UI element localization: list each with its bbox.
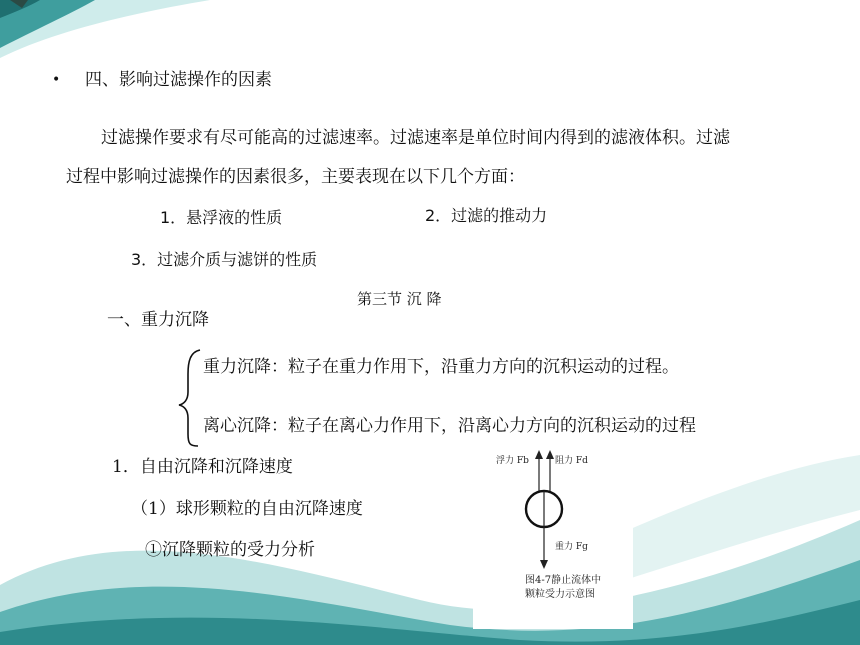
factor-2: 2．过滤的推动力 <box>425 206 548 225</box>
item-spherical-particle: （1）球形颗粒的自由沉降速度 <box>131 499 363 519</box>
item-force-analysis: ①沉降颗粒的受力分析 <box>145 540 315 560</box>
definition-centrifugal: 离心沉降：粒子在离心力作用下，沿离心力方向的沉积运动的过程 <box>203 416 696 436</box>
paragraph-line-2: 过程中影响过滤操作的因素很多，主要表现在以下几个方面： <box>66 167 525 187</box>
section-title: 第三节 沉 降 <box>357 290 442 308</box>
bullet-marker: • <box>52 72 61 88</box>
item-free-settling: 1．自由沉降和沉降速度 <box>112 457 293 477</box>
factor-1: 1．悬浮液的性质 <box>160 208 283 227</box>
factor-3: 3．过滤介质与滤饼的性质 <box>131 250 318 269</box>
subsection-gravity-settling: 一、重力沉降 <box>107 310 209 330</box>
force-diagram-figure <box>473 447 633 629</box>
label-buoyancy: 浮力 Fb <box>496 456 529 466</box>
definition-gravity: 重力沉降：粒子在重力作用下，沿重力方向的沉积运动的过程。 <box>203 357 679 377</box>
label-gravity: 重力 Fg <box>555 542 588 552</box>
figure-caption-line-1: 图4-7静止流体中 <box>525 575 602 586</box>
paragraph-line-1: 过滤操作要求有尽可能高的过滤速率。过滤速率是单位时间内得到的滤液体积。过滤 <box>101 128 730 148</box>
heading-factors: 四、影响过滤操作的因素 <box>85 70 272 90</box>
figure-caption-line-2: 颗粒受力示意图 <box>525 589 595 600</box>
label-drag: 阻力 Fd <box>555 456 588 466</box>
